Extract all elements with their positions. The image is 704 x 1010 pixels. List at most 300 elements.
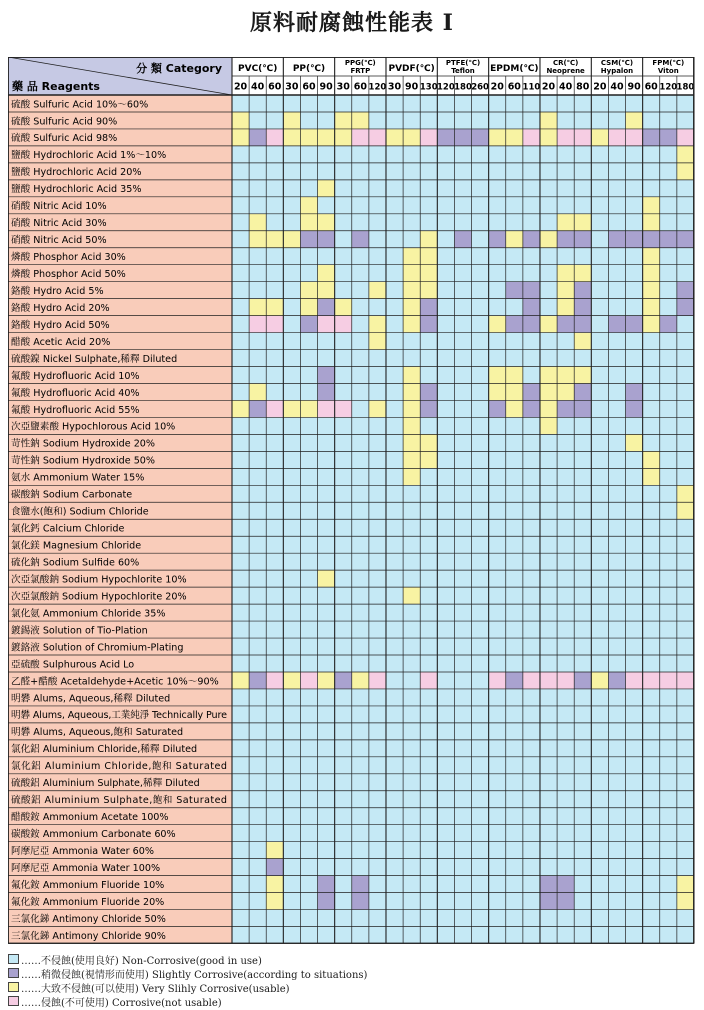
rating-cell [489, 519, 506, 536]
rating-cell [660, 451, 677, 468]
rating-cell [591, 400, 608, 417]
rating-cell [540, 400, 557, 417]
rating-cell [437, 927, 454, 944]
rating-cell [608, 927, 625, 944]
rating-cell [335, 553, 352, 570]
rating-cell [437, 570, 454, 587]
rating-cell [472, 231, 489, 248]
rating-cell [540, 95, 557, 112]
rating-cell [506, 655, 523, 672]
rating-cell [557, 723, 574, 740]
rating-cell [318, 400, 335, 417]
rating-cell [420, 299, 437, 316]
rating-cell [643, 587, 660, 604]
rating-cell [437, 451, 454, 468]
rating-cell [454, 604, 471, 621]
reagent-name: 食鹽水(飽和) Sodium Chloride [11, 506, 149, 518]
rating-cell [643, 774, 660, 791]
rating-cell [643, 95, 660, 112]
rating-cell [608, 129, 625, 146]
rating-cell [420, 740, 437, 757]
rating-cell [352, 774, 369, 791]
rating-cell [591, 553, 608, 570]
rating-cell [523, 282, 540, 299]
rating-cell [232, 197, 249, 214]
rating-cell [318, 672, 335, 689]
rating-cell [523, 672, 540, 689]
rating-cell [540, 910, 557, 927]
rating-cell [352, 740, 369, 757]
rating-cell [266, 367, 283, 384]
rating-cell [232, 214, 249, 231]
rating-cell [472, 740, 489, 757]
rating-cell [608, 434, 625, 451]
rating-cell [437, 163, 454, 180]
rating-cell [506, 367, 523, 384]
rating-cell [540, 672, 557, 689]
rating-cell [335, 400, 352, 417]
rating-cell [591, 451, 608, 468]
rating-cell [386, 248, 403, 265]
rating-cell [489, 638, 506, 655]
rating-cell [283, 825, 300, 842]
rating-cell [437, 604, 454, 621]
rating-cell [283, 570, 300, 587]
rating-cell [386, 146, 403, 163]
rating-cell [660, 434, 677, 451]
rating-cell [283, 95, 300, 112]
rating-cell [608, 197, 625, 214]
rating-cell [489, 367, 506, 384]
rating-cell [300, 859, 317, 876]
rating-cell [283, 893, 300, 910]
rating-cell [523, 146, 540, 163]
rating-cell [420, 723, 437, 740]
rating-cell [403, 197, 420, 214]
rating-cell [677, 231, 694, 248]
rating-cell [557, 350, 574, 367]
reagent-name: 硝酸 Nitric Acid 30% [11, 218, 107, 230]
rating-cell [557, 383, 574, 400]
rating-cell [232, 163, 249, 180]
rating-cell [574, 774, 591, 791]
rating-cell [523, 214, 540, 231]
rating-cell [386, 502, 403, 519]
rating-cell [506, 417, 523, 434]
rating-cell [506, 519, 523, 536]
rating-cell [557, 502, 574, 519]
rating-cell [232, 95, 249, 112]
rating-cell [266, 876, 283, 893]
rating-cell [660, 689, 677, 706]
rating-cell [472, 757, 489, 774]
rating-cell [352, 706, 369, 723]
rating-cell [591, 367, 608, 384]
rating-cell [506, 621, 523, 638]
rating-cell [472, 383, 489, 400]
rating-cell [677, 129, 694, 146]
temperature-label: 80 [576, 81, 590, 93]
rating-cell [557, 604, 574, 621]
rating-cell [318, 367, 335, 384]
rating-cell [472, 95, 489, 112]
rating-cell [437, 672, 454, 689]
rating-cell [557, 112, 574, 129]
rating-cell [608, 621, 625, 638]
rating-cell [489, 842, 506, 859]
rating-cell [540, 163, 557, 180]
rating-cell [591, 265, 608, 282]
rating-cell [540, 485, 557, 502]
rating-cell [626, 587, 643, 604]
rating-cell [300, 316, 317, 333]
rating-cell [386, 129, 403, 146]
rating-cell [318, 808, 335, 825]
rating-cell [300, 723, 317, 740]
rating-cell [626, 621, 643, 638]
rating-cell [369, 723, 386, 740]
reagent-name: 氟化銨 Ammonium Fluoride 10% [11, 879, 165, 891]
rating-cell [677, 417, 694, 434]
rating-cell [523, 706, 540, 723]
temperature-label: 110 [522, 82, 541, 93]
rating-cell [489, 672, 506, 689]
rating-cell [369, 859, 386, 876]
rating-cell [557, 129, 574, 146]
rating-cell [557, 333, 574, 350]
rating-cell [574, 400, 591, 417]
rating-cell [249, 842, 266, 859]
rating-cell [489, 451, 506, 468]
rating-cell [386, 95, 403, 112]
rating-cell [660, 774, 677, 791]
rating-cell [266, 740, 283, 757]
rating-cell [420, 706, 437, 723]
rating-cell [506, 808, 523, 825]
rating-cell [574, 604, 591, 621]
rating-cell [608, 672, 625, 689]
rating-cell [386, 689, 403, 706]
rating-cell [232, 927, 249, 944]
rating-cell [643, 129, 660, 146]
rating-cell [643, 333, 660, 350]
rating-cell [591, 180, 608, 197]
rating-cell [352, 723, 369, 740]
rating-cell [660, 910, 677, 927]
reagent-name: 碳酸鈉 Sodium Carbonate [11, 489, 133, 501]
rating-cell [677, 842, 694, 859]
rating-cell [574, 265, 591, 282]
rating-cell [266, 706, 283, 723]
rating-cell [232, 434, 249, 451]
rating-cell [266, 791, 283, 808]
rating-cell [454, 587, 471, 604]
rating-cell [608, 485, 625, 502]
rating-cell [386, 553, 403, 570]
rating-cell [335, 146, 352, 163]
rating-cell [369, 876, 386, 893]
rating-cell [318, 859, 335, 876]
rating-cell [523, 451, 540, 468]
rating-cell [300, 468, 317, 485]
rating-cell [318, 893, 335, 910]
rating-cell [489, 400, 506, 417]
rating-cell [403, 740, 420, 757]
rating-cell [643, 112, 660, 129]
rating-cell [369, 112, 386, 129]
rating-cell [318, 248, 335, 265]
rating-cell [232, 655, 249, 672]
rating-cell [352, 299, 369, 316]
rating-cell [437, 434, 454, 451]
rating-cell [454, 248, 471, 265]
rating-cell [677, 112, 694, 129]
rating-cell [318, 723, 335, 740]
reagent-name: 次亞氯酸鈉 Sodium Hypochlorite 20% [11, 591, 187, 603]
rating-cell [677, 265, 694, 282]
rating-cell [352, 468, 369, 485]
rating-cell [283, 231, 300, 248]
rating-cell [557, 536, 574, 553]
rating-cell [386, 367, 403, 384]
rating-cell [386, 299, 403, 316]
rating-cell [472, 451, 489, 468]
rating-cell [249, 553, 266, 570]
rating-cell [249, 791, 266, 808]
rating-cell [232, 706, 249, 723]
rating-cell [454, 282, 471, 299]
rating-cell [591, 163, 608, 180]
rating-cell [591, 112, 608, 129]
rating-cell [266, 553, 283, 570]
rating-cell [660, 316, 677, 333]
rating-cell [266, 112, 283, 129]
rating-cell [403, 927, 420, 944]
rating-cell [472, 893, 489, 910]
reagent-name: 氨水 Ammonium Water 15% [11, 472, 145, 484]
rating-cell [369, 265, 386, 282]
material-subname: FRTP [350, 67, 371, 75]
rating-cell [574, 638, 591, 655]
rating-cell [608, 316, 625, 333]
rating-cell [660, 468, 677, 485]
rating-cell [420, 587, 437, 604]
rating-cell [489, 655, 506, 672]
rating-cell [557, 400, 574, 417]
legend-text: ……稍微侵蝕(視情形而使用) Slightly Corrosive(according to situations) [21, 969, 368, 981]
rating-cell [643, 689, 660, 706]
rating-cell [232, 129, 249, 146]
rating-cell [677, 485, 694, 502]
rating-cell [369, 146, 386, 163]
rating-cell [608, 808, 625, 825]
rating-cell [677, 587, 694, 604]
rating-cell [523, 468, 540, 485]
rating-cell [677, 333, 694, 350]
rating-cell [608, 842, 625, 859]
rating-cell [335, 468, 352, 485]
rating-cell [591, 791, 608, 808]
rating-cell [472, 723, 489, 740]
rating-cell [626, 536, 643, 553]
rating-cell [318, 655, 335, 672]
rating-cell [677, 757, 694, 774]
rating-cell [249, 910, 266, 927]
rating-cell [335, 791, 352, 808]
temperature-label: 60 [353, 81, 367, 93]
rating-cell [403, 638, 420, 655]
reagent-name: 氟化銨 Ammonium Fluoride 20% [11, 896, 165, 908]
rating-cell [557, 231, 574, 248]
rating-cell [369, 553, 386, 570]
rating-cell [232, 689, 249, 706]
rating-cell [300, 536, 317, 553]
rating-cell [626, 723, 643, 740]
rating-cell [472, 638, 489, 655]
rating-cell [318, 214, 335, 231]
rating-cell [489, 265, 506, 282]
rating-cell [626, 163, 643, 180]
rating-cell [352, 502, 369, 519]
rating-cell [574, 587, 591, 604]
rating-cell [266, 536, 283, 553]
rating-cell [454, 638, 471, 655]
rating-cell [454, 163, 471, 180]
rating-cell [626, 689, 643, 706]
rating-cell [677, 197, 694, 214]
rating-cell [386, 774, 403, 791]
temperature-label: 20 [593, 81, 607, 93]
rating-cell [352, 129, 369, 146]
rating-cell [472, 485, 489, 502]
rating-cell [608, 655, 625, 672]
rating-cell [318, 842, 335, 859]
rating-cell [300, 95, 317, 112]
rating-cell [472, 859, 489, 876]
rating-cell [540, 316, 557, 333]
rating-cell [369, 604, 386, 621]
rating-cell [489, 163, 506, 180]
rating-cell [660, 604, 677, 621]
rating-cell [608, 774, 625, 791]
rating-cell [283, 299, 300, 316]
rating-cell [249, 740, 266, 757]
rating-cell [472, 808, 489, 825]
rating-cell [523, 587, 540, 604]
rating-cell [472, 927, 489, 944]
rating-cell [437, 740, 454, 757]
rating-cell [386, 316, 403, 333]
rating-cell [472, 299, 489, 316]
rating-cell [574, 808, 591, 825]
rating-cell [643, 519, 660, 536]
temperature-label: 120 [437, 82, 455, 93]
rating-cell [266, 248, 283, 265]
rating-cell [591, 248, 608, 265]
rating-cell [523, 316, 540, 333]
rating-cell [557, 316, 574, 333]
rating-cell [369, 333, 386, 350]
rating-cell [626, 400, 643, 417]
rating-cell [523, 367, 540, 384]
rating-cell [506, 842, 523, 859]
rating-cell [249, 621, 266, 638]
material-subname: Teflon [451, 67, 475, 75]
rating-cell [574, 231, 591, 248]
rating-cell [420, 112, 437, 129]
rating-cell [437, 197, 454, 214]
rating-cell [591, 655, 608, 672]
rating-cell [643, 757, 660, 774]
rating-cell [420, 248, 437, 265]
rating-cell [232, 333, 249, 350]
rating-cell [300, 367, 317, 384]
rating-cell [523, 333, 540, 350]
rating-cell [318, 825, 335, 842]
rating-cell [591, 808, 608, 825]
rating-cell [352, 689, 369, 706]
rating-cell [369, 757, 386, 774]
rating-cell [266, 468, 283, 485]
rating-cell [403, 876, 420, 893]
rating-cell [557, 757, 574, 774]
rating-cell [386, 876, 403, 893]
rating-cell [300, 282, 317, 299]
rating-cell [232, 621, 249, 638]
rating-cell [660, 655, 677, 672]
rating-cell [626, 774, 643, 791]
rating-cell [523, 604, 540, 621]
rating-cell [472, 689, 489, 706]
rating-cell [506, 214, 523, 231]
rating-cell [266, 434, 283, 451]
rating-cell [523, 112, 540, 129]
legend-text: ……不侵蝕(使用良好) Non-Corrosive(good in use) [21, 955, 262, 967]
rating-cell [643, 706, 660, 723]
rating-cell [677, 689, 694, 706]
rating-cell [557, 451, 574, 468]
rating-cell [403, 163, 420, 180]
rating-cell [352, 672, 369, 689]
rating-cell [608, 553, 625, 570]
rating-cell [472, 570, 489, 587]
rating-cell [283, 112, 300, 129]
rating-cell [454, 791, 471, 808]
rating-cell [420, 893, 437, 910]
reagent-name: 乙醛+醋酸 Acetaldehyde+Acetic 10%～90% [11, 676, 219, 688]
rating-cell [540, 129, 557, 146]
rating-cell [506, 893, 523, 910]
rating-cell [506, 400, 523, 417]
rating-cell [506, 350, 523, 367]
rating-cell [283, 197, 300, 214]
rating-cell [660, 706, 677, 723]
rating-cell [643, 180, 660, 197]
rating-cell [283, 282, 300, 299]
rating-cell [643, 604, 660, 621]
rating-cell [403, 265, 420, 282]
rating-cell [249, 163, 266, 180]
rating-cell [420, 842, 437, 859]
rating-cell [300, 587, 317, 604]
rating-cell [420, 519, 437, 536]
reagent-name: 醋酸銨 Ammonium Acetate 100% [11, 812, 169, 824]
rating-cell [574, 893, 591, 910]
legend-text: ……侵蝕(不可使用) Corrosive(not usable) [21, 997, 222, 1009]
rating-cell [386, 485, 403, 502]
rating-cell [386, 180, 403, 197]
rating-cell [318, 502, 335, 519]
